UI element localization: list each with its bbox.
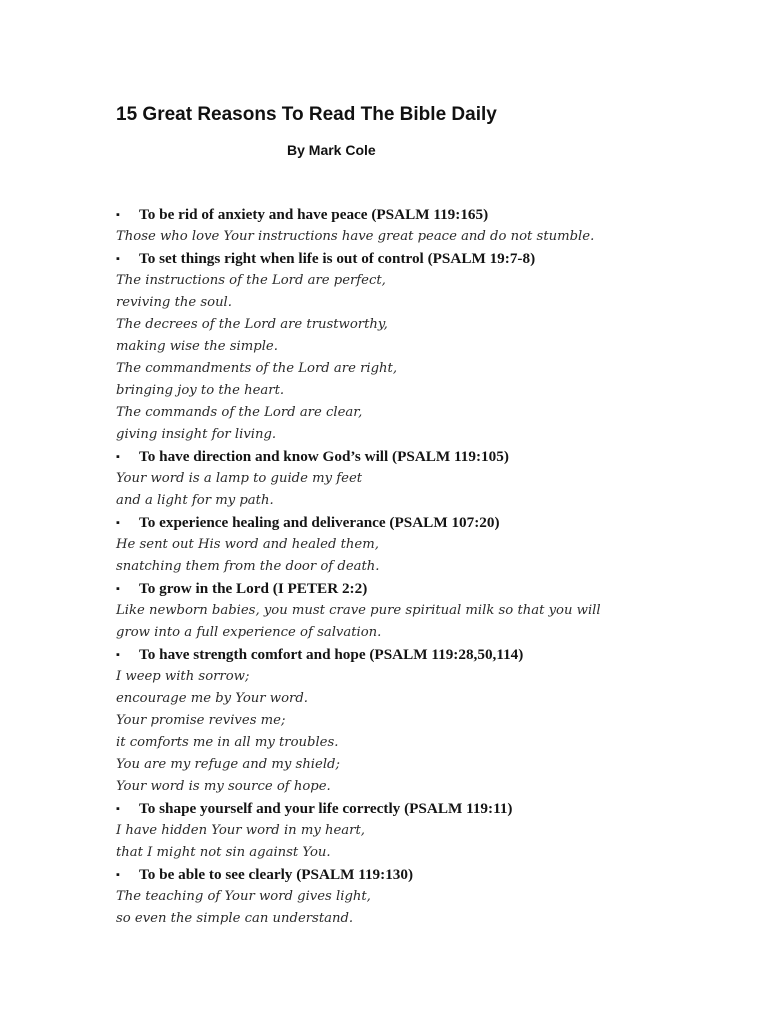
verse-line: I weep with sorrow; — [116, 669, 250, 684]
bullet-icon: ▪ — [116, 209, 120, 221]
verse-line: Like newborn babies, you must crave pure spiritual milk so that you will — [116, 603, 601, 618]
verse-line: The decrees of the Lord are trustworthy, — [116, 317, 388, 332]
verse-line: encourage me by Your word. — [116, 691, 308, 706]
verse-line: it comforts me in all my troubles. — [116, 735, 339, 750]
section-heading — [116, 204, 736, 226]
verse-line: You are my refuge and my shield; — [116, 757, 340, 772]
section-heading-text: To experience healing and deliverance (PSALM 107:20) — [139, 514, 500, 531]
verse-line: so even the simple can understand. — [116, 911, 354, 926]
section-heading — [116, 512, 736, 534]
section-heading-text: To grow in the Lord (I PETER 2:2) — [139, 580, 368, 597]
bullet-icon: ▪ — [116, 803, 120, 815]
verse-line: snatching them from the door of death. — [116, 559, 380, 574]
section-heading-text: To have direction and know God’s will (PSALM 119:105) — [139, 448, 509, 465]
verse-line: I have hidden Your word in my heart, — [116, 823, 365, 838]
verse-line: He sent out His word and healed them, — [116, 537, 379, 552]
bullet-icon: ▪ — [116, 583, 120, 595]
verse-line: Those who love Your instructions have great peace and do not stumble. — [116, 229, 595, 244]
section-heading — [116, 644, 736, 666]
section-heading — [116, 864, 736, 886]
verse-line: making wise the simple. — [116, 339, 278, 354]
verse-line: giving insight for living. — [116, 427, 277, 442]
verse-line: bringing joy to the heart. — [116, 383, 285, 398]
section-heading-text: To be rid of anxiety and have peace (PSALM 119:165) — [139, 206, 489, 223]
bullet-icon: ▪ — [116, 451, 120, 463]
section-heading-text: To be able to see clearly (PSALM 119:130) — [139, 866, 414, 883]
section-heading-text: To have strength comfort and hope (PSALM 119:28,50,114) — [139, 646, 524, 663]
bullet-icon: ▪ — [116, 869, 120, 881]
section-heading — [116, 578, 736, 600]
document-body — [116, 204, 736, 930]
document-author: By Mark Cole — [287, 142, 376, 158]
verse-line: The commandments of the Lord are right, — [116, 361, 398, 376]
verse-line: Your word is my source of hope. — [116, 779, 331, 794]
section-heading — [116, 248, 736, 270]
document-title: 15 Great Reasons To Read The Bible Daily — [116, 104, 497, 125]
verse-line: Your promise revives me; — [116, 713, 286, 728]
verse-line: The commands of the Lord are clear, — [116, 405, 363, 420]
bullet-icon: ▪ — [116, 649, 120, 661]
section-heading — [116, 798, 736, 820]
verse-line: Your word is a lamp to guide my feet — [116, 471, 363, 486]
verse-line: that I might not sin against You. — [116, 845, 331, 860]
bullet-icon: ▪ — [116, 253, 120, 265]
section-heading — [116, 446, 736, 468]
verse-line: grow into a full experience of salvation. — [116, 625, 382, 640]
verse-line: The instructions of the Lord are perfect, — [116, 273, 386, 288]
verse-line: The teaching of Your word gives light, — [116, 889, 371, 904]
bullet-icon: ▪ — [116, 517, 120, 529]
section-heading-text: To set things right when life is out of control (PSALM 19:7-8) — [139, 250, 536, 267]
section-heading-text: To shape yourself and your life correctly (PSALM 119:11) — [139, 800, 513, 817]
verse-line: reviving the soul. — [116, 295, 232, 310]
verse-line: and a light for my path. — [116, 493, 274, 508]
